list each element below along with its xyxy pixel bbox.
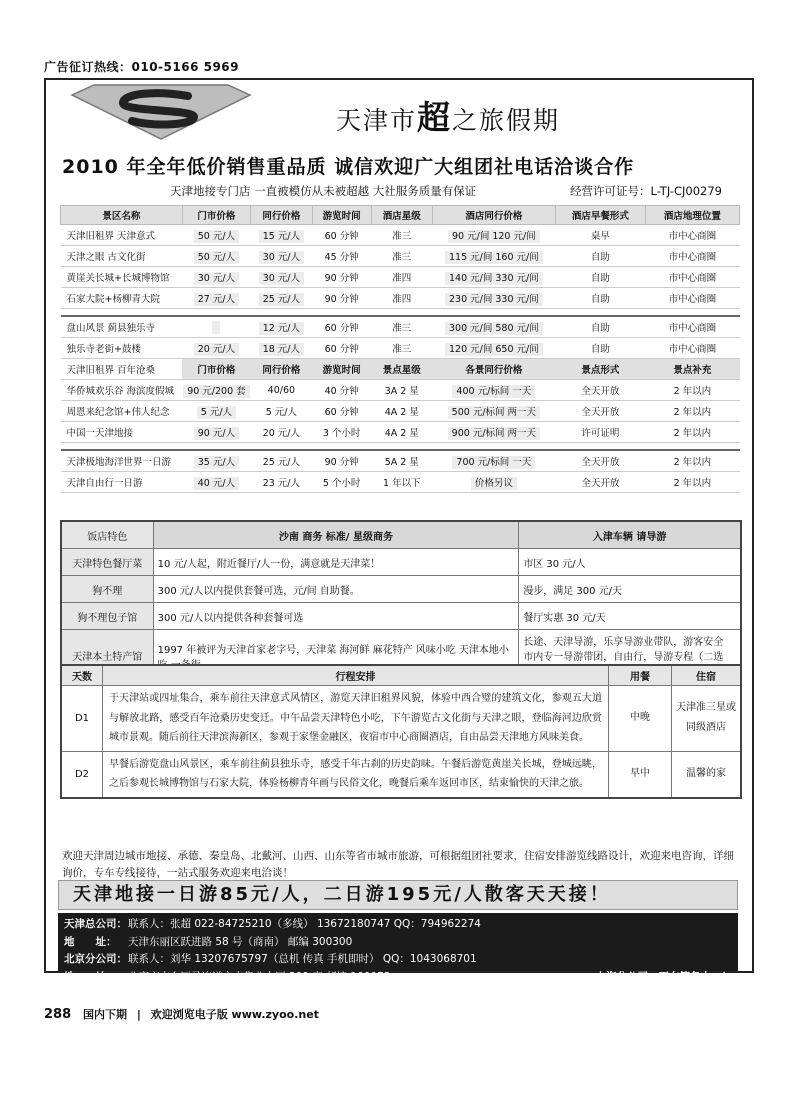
column-header: 酒店同行价格 (432, 206, 555, 225)
cell-value: 全天开放 (581, 386, 620, 397)
table-cell (182, 422, 250, 443)
table-cell (251, 401, 312, 422)
cell-value: 3A 2 星 (384, 386, 419, 397)
day-hotel: 天津准三星或同级酒店 (672, 686, 742, 752)
column-header: 门市价格 (182, 206, 250, 225)
cell-value: 2 年以内 (673, 428, 712, 439)
cell-value: 准四 (392, 294, 412, 305)
subheader-cell: 天津旧租界 百年沧桑 (61, 359, 183, 380)
cell-value: 准三 (392, 231, 412, 242)
cell-value: 30 元/人 (259, 272, 304, 285)
cell-value: 天津极地海洋世界一日游 (66, 457, 172, 468)
contact-label: 天津总公司： (64, 918, 127, 930)
hotels-table (60, 520, 742, 683)
attraction-row (61, 472, 740, 493)
hotel-label: 天津特色餐厅菜 (61, 549, 153, 576)
table-cell (432, 288, 555, 309)
table-cell (312, 267, 371, 288)
table-cell (645, 401, 739, 422)
cell-value: 40/60 (267, 384, 296, 396)
contact-row (64, 916, 732, 934)
cell-value: 自助 (590, 252, 610, 263)
column-header: 游览时间 (312, 206, 371, 225)
table-cell (371, 267, 432, 288)
cell-value: 90 分钟 (324, 457, 359, 468)
contact-text: 天津东丽区跃进路 58 号（商南） 邮编 300300 (128, 935, 353, 948)
route-row (61, 246, 740, 267)
table-cell (371, 225, 432, 246)
section-name: 国内下期 (82, 1008, 127, 1021)
cell-value: 900 元/标间 两一天 (448, 427, 540, 440)
table-cell (555, 225, 645, 246)
cell-value: 60 分钟 (324, 344, 359, 355)
day-label: D2 (61, 751, 103, 798)
table-cell (555, 246, 645, 267)
table-cell (182, 401, 250, 422)
cell-value: 自助 (590, 344, 610, 355)
cell-value: 盘山风景 蓟县独乐寺 (66, 323, 156, 334)
cell-value: 90 元/间 120 元/间 (448, 230, 540, 243)
cell-value: 石家大院+杨柳青大院 (66, 294, 160, 305)
cell-value: 准三 (392, 344, 412, 355)
table-cell (645, 267, 739, 288)
column-header: 酒店地理位置 (645, 206, 739, 225)
table-cell (61, 267, 183, 288)
table-cell (61, 225, 183, 246)
hotel-label: 狗不理包子馆 (61, 603, 153, 630)
cell-value: 120 元/间 650 元/间 (445, 343, 543, 356)
brand-highlight: 超 (417, 98, 453, 137)
table-cell (555, 267, 645, 288)
cell-value: 许可证明 (581, 428, 620, 439)
table-cell (645, 472, 739, 493)
attraction-row (61, 380, 740, 401)
column-header: 景区名称 (61, 206, 183, 225)
hotel-row (61, 603, 741, 630)
route-row (61, 267, 740, 288)
cell-value: 5A 2 星 (384, 457, 419, 468)
brand-prefix: 天津市 (336, 106, 418, 135)
column-header: 酒店星级 (371, 206, 432, 225)
cell-value: 50 元/人 (194, 230, 239, 243)
cell-value: 400 元/标间 一天 (452, 385, 535, 398)
license-number: 经营许可证号：L-TJ-CJ00279 (570, 184, 722, 198)
table-cell (645, 338, 739, 359)
table-cell (555, 401, 645, 422)
table-cell (182, 225, 250, 246)
table-cell (61, 380, 183, 401)
advertising-hotline: 广告征订热线：010-5166 5969 (44, 60, 240, 74)
table-cell (371, 401, 432, 422)
cell-value: 230 元/间 330 元/间 (445, 293, 543, 306)
divider-cell (61, 309, 740, 317)
table-cell (432, 338, 555, 359)
cell-value: 35 元/人 (194, 456, 239, 469)
cell-value: 90 分钟 (324, 273, 359, 284)
cell-value: 18 元/人 (259, 343, 304, 356)
cell-value: 独乐寺老街+鼓楼 (66, 344, 141, 355)
contact-extra: 上海分公司：正在筹备中…！ (595, 970, 732, 983)
table-cell (645, 288, 739, 309)
subheader-cell: 景点形式 (555, 359, 645, 380)
cell-value: 20 元/人 (194, 343, 239, 356)
table-cell (432, 267, 555, 288)
itinerary-day-row (61, 686, 741, 752)
cell-value: 全天开放 (581, 457, 620, 468)
page-number: 288 (44, 1007, 72, 1022)
table-cell (251, 450, 312, 472)
hotel-detail: 300 元/人以内提供套餐可选，元/间 自助餐。 (153, 576, 519, 603)
table-cell (645, 316, 739, 338)
table-cell (251, 316, 312, 338)
table-cell (182, 450, 250, 472)
table-cell (312, 316, 371, 338)
cell-value: 60 分钟 (324, 231, 359, 242)
cell-value: 1 年以下 (383, 478, 421, 489)
cell-value: 50 元/人 (194, 251, 239, 264)
cell-value: 40 分钟 (324, 386, 359, 397)
hotels-header-row (61, 521, 741, 549)
cell-value: 全天开放 (581, 478, 620, 489)
brand-title (336, 92, 560, 139)
table-cell (61, 450, 183, 472)
table-cell (555, 472, 645, 493)
hotel-detail: 1997 年被评为天津首家老字号，天津菜 海河鲜 麻花特产 风味小吃 天津本地小 (153, 630, 519, 683)
table-cell (182, 316, 250, 338)
row-divider (61, 443, 740, 451)
itinerary-header: 行程安排 (103, 665, 609, 686)
table-cell (645, 225, 739, 246)
cell-value: 5 元/人 (197, 406, 236, 419)
table-cell (61, 338, 183, 359)
cell-value: 2 年以内 (673, 407, 712, 418)
table-cell (432, 246, 555, 267)
subheader-cell: 各景同行价格 (432, 359, 555, 380)
table-cell (251, 246, 312, 267)
cell-value: 天津之眼 古文化街 (66, 252, 146, 263)
column-header: 同行价格 (251, 206, 312, 225)
footnote: 欢迎天津周边城市地接、承德、秦皇岛、北戴河、山西、山东等省市城市旅游，可根据组团社要求，住宿安排游览线路设计，欢迎来电咨询，详细询价，专车专线接待，一站式服务欢迎来电洽谈！ (62, 850, 734, 879)
table-cell (371, 316, 432, 338)
cell-value: 300 元/间 580 元/间 (445, 322, 543, 335)
hotel-extra: 长途、天津导游，乐享导游业带队，游客安全 市内专一导游带团，自由行，导游专程（二选 (519, 630, 741, 683)
table-cell (555, 338, 645, 359)
routes-table (60, 205, 740, 493)
table-cell (371, 338, 432, 359)
footer-separator: | (136, 1008, 141, 1021)
table-cell (251, 288, 312, 309)
cell-value: 60 分钟 (324, 323, 359, 334)
table-cell (61, 472, 183, 493)
table-cell (312, 288, 371, 309)
cell-value: 2 年以内 (673, 457, 712, 468)
table-cell (371, 380, 432, 401)
contacts-block (58, 913, 738, 983)
route-row (61, 338, 740, 359)
cell-value: 140 元/间 330 元/间 (445, 272, 543, 285)
table-cell (312, 380, 371, 401)
day-meals: 早中 (609, 751, 672, 798)
table-cell (251, 422, 312, 443)
cell-value: 自助 (590, 273, 610, 284)
cell-value: 市中心商圈 (668, 323, 717, 334)
column-header: 酒店早餐形式 (555, 206, 645, 225)
table-cell (251, 267, 312, 288)
hotel-row (61, 576, 741, 603)
table-cell (61, 422, 183, 443)
cell-value: 5 元/人 (265, 407, 297, 418)
hotel-row (61, 549, 741, 576)
table-cell (645, 246, 739, 267)
table-cell (645, 450, 739, 472)
hotel-label: 狗不理 (61, 576, 153, 603)
footer-link-text: 欢迎浏览电子版 www.zyoo.net (150, 1008, 319, 1021)
table-cell (312, 401, 371, 422)
cell-value: 价格另议 (471, 477, 517, 490)
hotel-detail: 300 元/人以内提供各种套餐可选 (153, 603, 519, 630)
cell-value: 准三 (392, 252, 412, 263)
contact-text: 联系人：张超 022-84725210（多线） 13672180747 QQ：794962274 (128, 918, 481, 930)
day-hotel: 温馨的家 (672, 751, 742, 798)
table-cell (312, 246, 371, 267)
itinerary-header: 用餐 (609, 665, 672, 686)
cell-value: 30 元/人 (259, 251, 304, 264)
cell-value: 市中心商圈 (668, 231, 717, 242)
cell-value: 全天开放 (581, 407, 620, 418)
headline: 2010 年全年低价销售重品质 诚信欢迎广大组团社电话洽谈合作 (62, 156, 635, 178)
table-cell (432, 450, 555, 472)
cell-value: 90 分钟 (324, 294, 359, 305)
subheader-cell: 同行价格 (251, 359, 312, 380)
cell-value: 市中心商圈 (668, 344, 717, 355)
hotels-header-mid: 沙南 商务 标准/ 星级商务 (153, 521, 519, 549)
table-cell (182, 380, 250, 401)
attraction-row (61, 450, 740, 472)
page-footer (44, 1006, 319, 1022)
table-cell (61, 246, 183, 267)
table-cell (61, 316, 183, 338)
cell-value: 4A 2 星 (384, 407, 419, 418)
table-cell (371, 472, 432, 493)
table-cell (555, 288, 645, 309)
table-cell (432, 380, 555, 401)
subheader-slogan: 天津地接专门店 一直被模仿从未被超越 大社服务质量有保证 (170, 184, 477, 198)
cell-value: 5 个小时 (322, 478, 361, 489)
subheader-cell: 景点星级 (371, 359, 432, 380)
table-cell (312, 338, 371, 359)
cell-value: 90 元/人 (194, 427, 239, 440)
itinerary-table (60, 664, 742, 799)
cell-value: 自助 (590, 323, 610, 334)
table-cell (371, 450, 432, 472)
subheader-cell: 景点补充 (645, 359, 739, 380)
table-cell (432, 225, 555, 246)
hotel-extra: 餐厅实惠 30 元/天 (519, 603, 741, 630)
cell-value: 23 元/人 (262, 478, 301, 489)
cell-value: 2 年以内 (673, 478, 712, 489)
cell-value: 准三 (392, 323, 412, 334)
table-cell (555, 422, 645, 443)
contact-row (64, 951, 732, 969)
cell-value: 黄崖关长城+长城博物馆 (66, 273, 170, 284)
cell-value: 市中心商圈 (668, 294, 717, 305)
table-cell (251, 225, 312, 246)
cell-value: 4A 2 星 (384, 428, 419, 439)
table-cell (555, 450, 645, 472)
hotels-header-label: 饭店特色 (61, 521, 153, 549)
table-cell (61, 401, 183, 422)
attraction-row (61, 422, 740, 443)
table-cell (645, 380, 739, 401)
superman-shield-logo (68, 83, 254, 141)
divider-cell (61, 443, 740, 451)
table-cell (371, 246, 432, 267)
itinerary-day-row (61, 751, 741, 798)
table-cell (251, 472, 312, 493)
cell-value: 市中心商圈 (668, 273, 717, 284)
table-cell (555, 380, 645, 401)
attraction-row (61, 401, 740, 422)
day-meals: 中晚 (609, 686, 672, 752)
cell-value: 市中心商圈 (668, 252, 717, 263)
cell-value: 天津自由行一日游 (66, 478, 143, 489)
cell-value (212, 321, 220, 334)
table-cell (432, 422, 555, 443)
route-row (61, 288, 740, 309)
table-cell (432, 472, 555, 493)
hotel-label: 天津本土特产馆 (61, 630, 153, 683)
contact-text: 北京市丰台区马连道方丰集业大厦 309 室 邮编 100073 (128, 970, 391, 983)
row-divider (61, 309, 740, 317)
contact-row (64, 934, 732, 952)
brand-suffix: 之旅假期 (452, 106, 561, 135)
promo-banner: 天津地接一日游85元/人，二日游195元/人散客天天接！ (58, 880, 738, 910)
hotel-extra: 市区 30 元/人 (519, 549, 741, 576)
table-cell (61, 288, 183, 309)
cell-value: 30 元/人 (194, 272, 239, 285)
table-cell (182, 338, 250, 359)
table-cell (312, 450, 371, 472)
day-description: 于天津站或四址集合，乘车前往天津意式风情区，游览天津旧租界风貌，体验中西合璧的建筑文化，参观五大道与解放北路，感受百年沧桑历史变迁。中午品尝天津特色小吃，下午游览古文化街与天津之眼，登临海河边欣赏城市景观。随后前往天津滨海新区，参观于家堡金融区，夜宿市中心商圈酒店，自由品尝天津地方风味美食。 (103, 686, 609, 752)
cell-value: 15 元/人 (259, 230, 304, 243)
cell-value: 12 元/人 (259, 322, 304, 335)
subheader-cell: 游览时间 (312, 359, 371, 380)
table-cell (645, 422, 739, 443)
cell-value: 40 元/人 (194, 477, 239, 490)
table-cell (182, 246, 250, 267)
cell-value: 27 元/人 (194, 293, 239, 306)
cell-value: 20 元/人 (262, 428, 301, 439)
day-description: 早餐后游览盘山风景区，乘车前往蓟县独乐寺，感受千年古刹的历史韵味。午餐后游览黄崖关长城，登城远眺，之后参观长城博物馆与石家大院，体验杨柳青年画与民俗文化，晚餐后乘车返回市区，结束愉快的天津之旅。 (103, 751, 609, 798)
hotels-header-right: 入津车辆 请导游 (519, 521, 741, 549)
cell-value: 700 元/标间 一天 (452, 456, 535, 469)
cell-value: 周恩来纪念馆+伟人纪念 (66, 407, 170, 418)
table-cell (182, 267, 250, 288)
table-cell (432, 316, 555, 338)
route-row (61, 225, 740, 246)
cell-value: 25 元/人 (259, 293, 304, 306)
cell-value: 天津旧租界 天津意式 (66, 231, 156, 242)
route-row (61, 316, 740, 338)
cell-value: 3 个小时 (322, 428, 361, 439)
cell-value: 115 元/间 160 元/间 (445, 251, 543, 264)
contact-label: 北京分公司： (64, 953, 127, 965)
cell-value: 45 分钟 (324, 252, 359, 263)
cell-value: 60 分钟 (324, 407, 359, 418)
cell-value: 桌早 (590, 231, 610, 242)
cell-value: 华侨城欢乐谷 海滨度假城 (66, 386, 175, 397)
hotel-detail: 10 元/人起，附近餐厅/人一份，满意就是天津菜！ (153, 549, 519, 576)
cell-value: 准四 (392, 273, 412, 284)
contact-label: 地 址： (64, 935, 117, 948)
contact-label: 地 址： (64, 970, 117, 983)
table-cell (251, 338, 312, 359)
cell-value: 中国一天津地接 (66, 428, 134, 439)
day-label: D1 (61, 686, 103, 752)
cell-value: 自助 (590, 294, 610, 305)
contact-text: 联系人：刘华 13207675797（总机 传真 手机即时） QQ：1043068701 (128, 953, 477, 965)
table-cell (182, 472, 250, 493)
cell-value: 500 元/标间 两一天 (448, 406, 540, 419)
table-cell (182, 288, 250, 309)
table-cell (371, 422, 432, 443)
table-cell (312, 472, 371, 493)
subheader-cell: 门市价格 (182, 359, 250, 380)
table-cell (555, 316, 645, 338)
table-cell (312, 225, 371, 246)
routes-header-row (61, 206, 740, 225)
table-cell (251, 380, 312, 401)
table-cell (432, 401, 555, 422)
cell-value: 25 元/人 (262, 457, 301, 468)
hotel-extra: 漫步，满足 300 元/天 (519, 576, 741, 603)
itinerary-header: 天数 (61, 665, 103, 686)
routes-subheader-row (61, 359, 740, 380)
contact-row (64, 969, 732, 987)
cell-value: 90 元/200 套 (183, 385, 249, 398)
itinerary-header: 住宿 (672, 665, 742, 686)
table-cell (312, 422, 371, 443)
cell-value: 2 年以内 (673, 386, 712, 397)
table-cell (371, 288, 432, 309)
